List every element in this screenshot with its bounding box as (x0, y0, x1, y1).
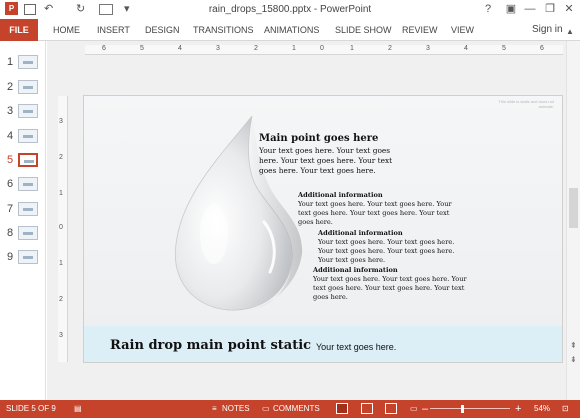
thumbnail-image (18, 226, 38, 240)
ruler-tick-label: 4 (178, 45, 182, 52)
thumbnail-slide-5[interactable] (0, 151, 46, 171)
zoom-out-button[interactable]: – (422, 403, 429, 415)
tab-file[interactable]: FILE (0, 19, 38, 41)
ruler-tick-label: 5 (502, 45, 506, 52)
ruler-tick-label: 2 (388, 45, 392, 52)
ribbon-tabs (0, 19, 580, 41)
thumbnail-image (18, 153, 38, 167)
thumbnail-slide-4[interactable] (0, 127, 46, 147)
info-2-title[interactable]: Additional information (318, 229, 403, 237)
ruler-tick-label: 1 (59, 190, 63, 197)
ruler-tick-label: 5 (140, 45, 144, 52)
tab-view[interactable]: VIEW (451, 25, 475, 35)
tab-slide-show[interactable]: SLIDE SHOW (335, 25, 392, 35)
redo-icon[interactable]: ↻ (76, 3, 86, 15)
slide-canvas[interactable] (83, 95, 563, 363)
ruler-tick-label: 4 (464, 45, 468, 52)
thumbnail-number: 2 (7, 81, 14, 93)
info-1-title[interactable]: Additional information (298, 191, 383, 199)
horizontal-ruler (85, 45, 563, 55)
ruler-tick-label: 2 (59, 154, 63, 161)
ruler-tick-label: 1 (292, 45, 296, 52)
ruler-tick-label: 1 (350, 45, 354, 52)
thumbnail-number: 4 (7, 130, 14, 142)
thumbnail-image (18, 202, 38, 216)
slide-counter: SLIDE 5 OF 9 (6, 404, 56, 413)
main-point-title[interactable]: Main point goes here (259, 133, 379, 144)
tab-review[interactable]: REVIEW (402, 25, 438, 35)
ribbon-display-options-icon[interactable]: ▣ (505, 3, 517, 15)
ruler-tick-label: 0 (59, 224, 63, 231)
thumbnail-number: 7 (7, 203, 14, 215)
thumbnail-slide-2[interactable] (0, 78, 46, 98)
spelling-check-icon[interactable]: ▤ (74, 404, 82, 413)
thumbnail-slide-8[interactable] (0, 224, 46, 244)
undo-icon[interactable]: ↶ (44, 3, 54, 15)
ruler-tick-label: 2 (254, 45, 258, 52)
thumbnail-number: 8 (7, 227, 14, 239)
tab-insert[interactable]: INSERT (97, 25, 130, 35)
slideshow-view-icon[interactable]: ▭ (410, 404, 418, 413)
band-title[interactable]: Rain drop main point static (110, 338, 312, 353)
ruler-tick-label: 3 (59, 118, 63, 125)
info-3-body[interactable]: Your text goes here. Your text goes here. Your text goes here. Your text goes here. Your text goes here. (313, 275, 467, 301)
slide-sorter-view-icon[interactable] (361, 403, 373, 414)
tab-animations[interactable]: ANIMATIONS (264, 25, 320, 35)
ruler-tick-label: 6 (540, 45, 544, 52)
thumbnail-slide-1[interactable] (0, 53, 46, 73)
thumbnail-image (18, 80, 38, 94)
info-3-title[interactable]: Additional information (313, 266, 398, 274)
help-button[interactable]: ? (484, 3, 492, 15)
tab-transitions[interactable]: TRANSITIONS (193, 25, 254, 35)
thumbnail-slide-6[interactable] (0, 175, 46, 195)
ruler-tick-label: 3 (426, 45, 430, 52)
main-point-body[interactable]: Your text goes here. Your text goes here. Your text goes here. Your text goes here. Your text goes here. (259, 146, 393, 175)
ruler-tick-label: 6 (102, 45, 106, 52)
slide-corner-note: This slide is static and does not animate. (498, 99, 554, 109)
collapse-ribbon-icon[interactable]: ▲ (566, 27, 574, 36)
window-title: rain_drops_15800.pptx - PowerPoint (208, 4, 372, 15)
band-subtitle[interactable]: Your text goes here. (316, 342, 397, 352)
tab-design[interactable]: DESIGN (145, 25, 180, 35)
close-button[interactable]: ✕ (564, 3, 574, 15)
thumbnail-image (18, 250, 38, 264)
comments-button[interactable]: COMMENTS (273, 404, 320, 413)
zoom-slider[interactable] (430, 408, 510, 409)
ruler-tick-label: 2 (59, 296, 63, 303)
ruler-tick-label: 0 (320, 45, 324, 52)
info-2-body[interactable]: Your text goes here. Your text goes here. Your text goes here. Your text goes here. Your text goes here. (318, 238, 455, 264)
info-1-body[interactable]: Your text goes here. Your text goes here. Your text goes here. Your text goes here. Your text goes here. (298, 200, 452, 226)
sign-in-link[interactable]: Sign in (532, 24, 563, 35)
restore-button[interactable]: ❐ (545, 3, 555, 15)
thumbnail-slide-9[interactable] (0, 248, 46, 268)
ruler-tick-label: 1 (59, 260, 63, 267)
thumbnail-number: 1 (7, 56, 14, 68)
thumbnail-slide-3[interactable] (0, 102, 46, 122)
normal-view-icon[interactable] (336, 403, 348, 414)
zoom-slider-knob[interactable] (461, 405, 464, 413)
slide-thumbnail-pane (0, 41, 46, 400)
status-bar (0, 400, 580, 418)
notes-button[interactable]: NOTES (222, 404, 250, 413)
previous-slide-icon[interactable]: ⇞ (570, 341, 577, 350)
thumbnail-image (18, 129, 38, 143)
ruler-tick-label: 3 (59, 332, 63, 339)
title-bar (0, 0, 580, 19)
thumbnail-number: 3 (7, 105, 14, 117)
powerpoint-logo-icon: P (5, 2, 18, 15)
thumbnail-image (18, 177, 38, 191)
thumbnail-slide-7[interactable] (0, 200, 46, 220)
rain-drop-image (152, 114, 312, 314)
comments-icon[interactable]: ▭ (262, 404, 270, 413)
bottom-band (84, 326, 563, 363)
vertical-scrollbar[interactable] (566, 41, 580, 400)
vertical-ruler (58, 96, 68, 362)
zoom-level[interactable]: 54% (534, 404, 551, 413)
scrollbar-thumb[interactable] (569, 188, 578, 228)
thumbnail-number: 9 (7, 251, 14, 263)
fit-slide-icon[interactable]: ⊡ (562, 404, 569, 413)
zoom-in-button[interactable]: + (515, 403, 522, 415)
minimize-button[interactable]: — (524, 3, 536, 15)
thumbnail-image (18, 55, 38, 69)
notes-icon[interactable]: ≡ (212, 404, 217, 413)
next-slide-icon[interactable]: ⇟ (570, 355, 577, 364)
thumbnail-image (18, 104, 38, 118)
thumbnail-number: 6 (7, 178, 14, 190)
reading-view-icon[interactable] (385, 403, 397, 414)
customize-toolbar-icon[interactable]: ▾ (124, 3, 130, 15)
ruler-tick-label: 3 (216, 45, 220, 52)
tab-home[interactable]: HOME (53, 25, 80, 35)
thumbnail-number: 5 (7, 154, 14, 166)
